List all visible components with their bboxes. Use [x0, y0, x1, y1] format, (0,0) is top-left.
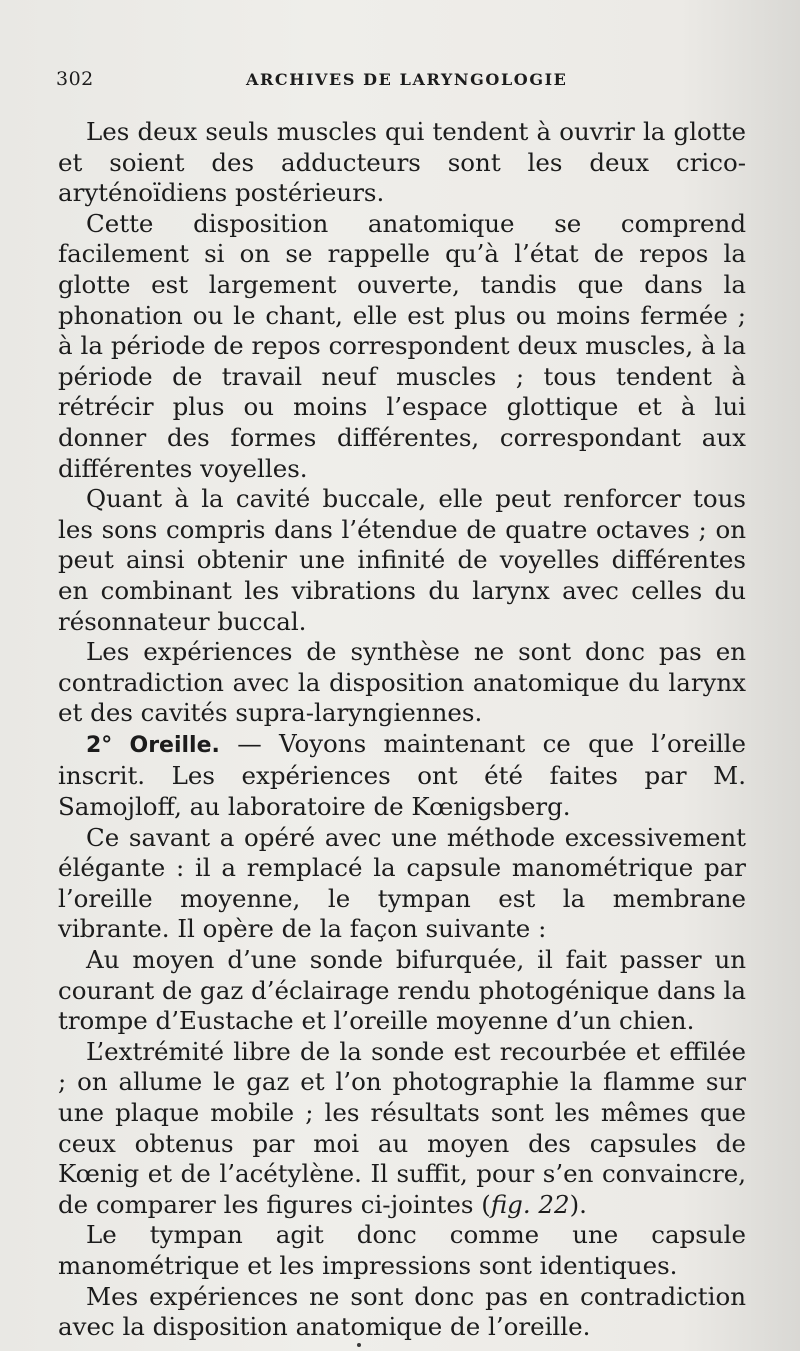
- paragraph: Quant à la cavité buccale, elle peut renforcer tous les sons compris dans l’étendue de quatre octaves ; on peut ainsi obtenir une infinité de voyelles différentes en combinant les vibrations du larynx avec celles du résonnateur buccal.: [58, 484, 746, 636]
- section-heading: 2° Oreille.: [86, 732, 220, 758]
- paragraph: Les expériences de synthèse ne sont donc pas en contradiction avec la disposition anatomique du larynx et des cavités supra-laryngiennes.: [58, 637, 746, 728]
- paragraph: Ce savant a opéré avec une méthode excessivement élégante : il a remplacé la capsule manométrique par l’oreille moyenne, le tympan est la membrane vibrante. Il opère de la façon suivante :: [58, 822, 746, 944]
- page-header: [56, 68, 746, 100]
- paragraph: Les deux seuls muscles qui tendent à ouvrir la glotte et soient des adducteurs sont les deux crico-aryténoïdiens postérieurs.: [58, 117, 746, 208]
- paragraph: Mes expériences ne sont donc pas en contradiction avec la disposition anatomique de l’oreille.: [58, 1281, 746, 1342]
- figure-paragraph-end: ).: [569, 1189, 587, 1219]
- figure-paragraph: [58, 1037, 746, 1221]
- print-speck: [357, 1343, 361, 1347]
- paragraph: Le tympan agit donc comme une capsule manométrique et les impressions sont identiques.: [58, 1220, 746, 1280]
- body-text: [58, 117, 746, 1343]
- section-intro: — Voyons maintenant ce que l’oreille inscrit. Les expériences ont été faites par M. Samojloff, au laboratoire de Kœnigsberg.: [58, 728, 746, 822]
- figure-reference: fig. 22: [490, 1189, 570, 1219]
- paragraph: Au moyen d’une sonde bifurquée, il fait passer un courant de gaz d’éclairage rendu photogénique dans la trompe d’Eustache et l’oreille moyenne d’un chien.: [58, 945, 746, 1036]
- figure-paragraph-text: L’extrémité libre de la sonde est recourbée et effilée ; on allume le gaz et l’on photographie la flamme sur une plaque mobile ; les résultats sont les mêmes que ceux obtenus par moi au moyen des capsules de Kœnig et de l’acétylène. Il suffit, pour s’en convaincre, de comparer les figures ci-jointes (: [58, 1036, 746, 1219]
- page-number: 302: [56, 68, 94, 90]
- paragraph: Cette disposition anatomique se comprend facilement si on se rappelle qu’à l’état de repos la glotte est largement ouverte, tandis que dans la phonation ou le chant, elle est plus ou moins fermée ; à la période de repos correspondent deux muscles, à la période de travail neuf muscles ; tous tendent à rétrécir plus ou moins l’espace glottique et à lui donner des formes différentes, correspondant aux différentes voyelles.: [58, 208, 746, 483]
- running-title: ARCHIVES DE LARYNGOLOGIE: [246, 70, 568, 89]
- section-paragraph: [58, 729, 746, 823]
